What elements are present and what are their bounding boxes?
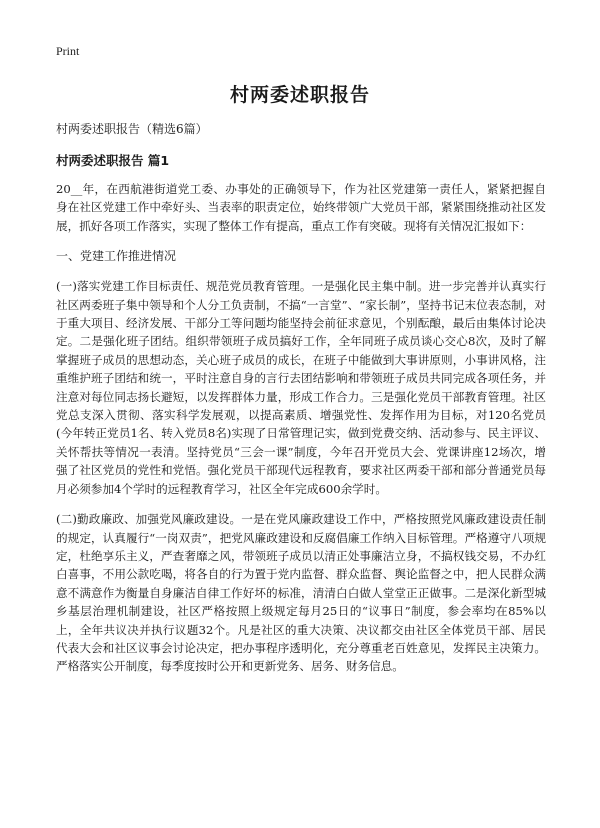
document-subtitle: 村两委述职报告（精选6篇） — [56, 122, 208, 136]
document-body — [56, 120, 546, 688]
intro-paragraph: 20__年，在西航港街道党工委、办事处的正确领导下，作为社区党建第一责任人，紧紧把握自身在社区党建工作中牵好头、当表率的职责定位，始终带领广大党员干部，紧紧围绕推动社区发展，抓好各项工作落实，实现了整体工作有提高，重点工作有突破。现将有关情况汇报如下： — [56, 182, 546, 233]
print-label: Print — [56, 44, 80, 58]
section-heading: 村两委述职报告 篇1 — [56, 153, 170, 168]
paragraph-1: (一)落实党建工作目标责任、规范党员教育管理。一是强化民主集中制。进一步完善并认真实行社区两委班子集中领导和个人分工负责制，不搞“一言堂”、“家长制”，坚持书记末位表态制，对于重大项目、经济发展、干部分工等问题均能坚持会前征求意见，个别酝酿，最后由集体讨论决定。二是强化班子团结。组织带领班子成员搞好工作，全年同班子成员谈心交心8次，及时了解掌握班子成员的思想动态，关心班子成员的成长，在班子中能做到大事讲原则，小事讲风格，注重维护班子团结和统一，平时注意自身的言行去团结影响和带领班子成员共同完成各项任务，并注意对每位同志扬长避短，以发挥群体力量，形成工作合力。三是强化党员干部教育管理。社区党总支深入贯彻、落实科学发展观，以提高素质、增强党性、发挥作用为目标，对120名党员(今年转正党员1名、转入党员8名)实现了日常管理记实，做到党费交纳、活动参与、民主评议、关怀帮扶等情况一表清。坚持党员“三会一课”制度，今年召开党员大会、党课讲座12场次，增强了社区党员的党性和党悟。强化党员干部现代远程教育，要求社区两委干部和部分普通党员每月必须参加4个学时的远程教育学习，社区全年完成600余学时。 — [56, 279, 546, 496]
paragraph-2: (二)勤政廉政、加强党风廉政建设。一是在党风廉政建设工作中，严格按照党风廉政建设责任制的规定，认真履行“一岗双责”，把党风廉政建设和反腐倡廉工作纳入目标管理。严格遵守八项规定，杜绝享乐主义，严查奢靡之风，带领班子成员以清正处事廉洁立身，不搞权钱交易，不办红白喜事，不用公款吃喝，将各自的行为置于党内监督、群众监督、舆论监督之中，把人民群众满意不满意作为衡量自身廉洁自律工作好坏的标准，清清白白做人堂堂正正做事。二是深化新型城乡基层治理机制建设，社区严格按照上级规定每月25日的“议事日”制度，参会率均在85%以上，全年共议决并执行议题32个。凡是社区的重大决策、决议都交由社区全体党员干部、居民代表大会和社区议事会讨论决定，把办事程序透明化，充分尊重老百姓意见，发挥民主决策力。严格落实公开制度，每季度按时公开和更新党务、居务、财务信息。 — [56, 512, 546, 674]
part-heading: 一、党建工作推进情况 — [56, 249, 177, 264]
document-title: 村两委述职报告 — [229, 84, 370, 106]
